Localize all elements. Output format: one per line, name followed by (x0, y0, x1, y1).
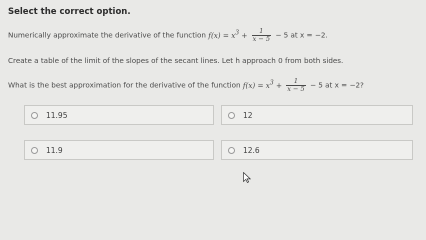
question-tail: − 5 at x = −2? (307, 80, 364, 90)
answer-option-3[interactable] (24, 140, 214, 160)
radio-button[interactable] (31, 147, 38, 154)
plus-sign: + (239, 30, 250, 40)
fraction-numerator: 1 (286, 78, 305, 86)
instruction-line-1 (8, 28, 328, 43)
option-label: 11.9 (46, 145, 63, 155)
answer-option-2[interactable] (221, 105, 413, 125)
exponent: 3 (269, 79, 274, 87)
instruction-line-2: Create a table of the limit of the slopes of the secant lines. Let h approach 0 from both sides. (8, 56, 344, 65)
option-label: 12 (243, 110, 253, 120)
answer-option-1[interactable] (24, 105, 214, 125)
radio-button[interactable] (228, 112, 235, 119)
fraction-denominator: x − 5 (252, 35, 271, 43)
function-lhs: f(x) = x (208, 30, 236, 40)
fraction (286, 78, 305, 93)
instruction-text: Numerically approximate the derivative of the function (8, 30, 209, 40)
radio-button[interactable] (31, 112, 38, 119)
fraction-denominator: x − 5 (287, 85, 305, 93)
question-heading: Select the correct option. (8, 7, 131, 17)
function-lhs: f(x) = x (242, 80, 270, 90)
radio-button[interactable] (228, 147, 235, 154)
fraction (252, 28, 271, 43)
question-text: What is the best approximation for the derivative of the function (8, 80, 243, 90)
mouse-pointer-icon (243, 172, 251, 183)
exponent: 3 (235, 29, 240, 37)
option-label: 11.95 (46, 110, 68, 120)
answer-option-4[interactable] (221, 140, 413, 160)
function-expression (208, 27, 273, 43)
option-label: 12.6 (243, 145, 260, 155)
function-expression (242, 77, 308, 93)
instruction-line-3 (8, 78, 364, 93)
plus-sign: + (273, 80, 285, 90)
instruction-tail: − 5 at x = −2. (273, 30, 328, 40)
fraction-numerator: 1 (252, 28, 271, 36)
